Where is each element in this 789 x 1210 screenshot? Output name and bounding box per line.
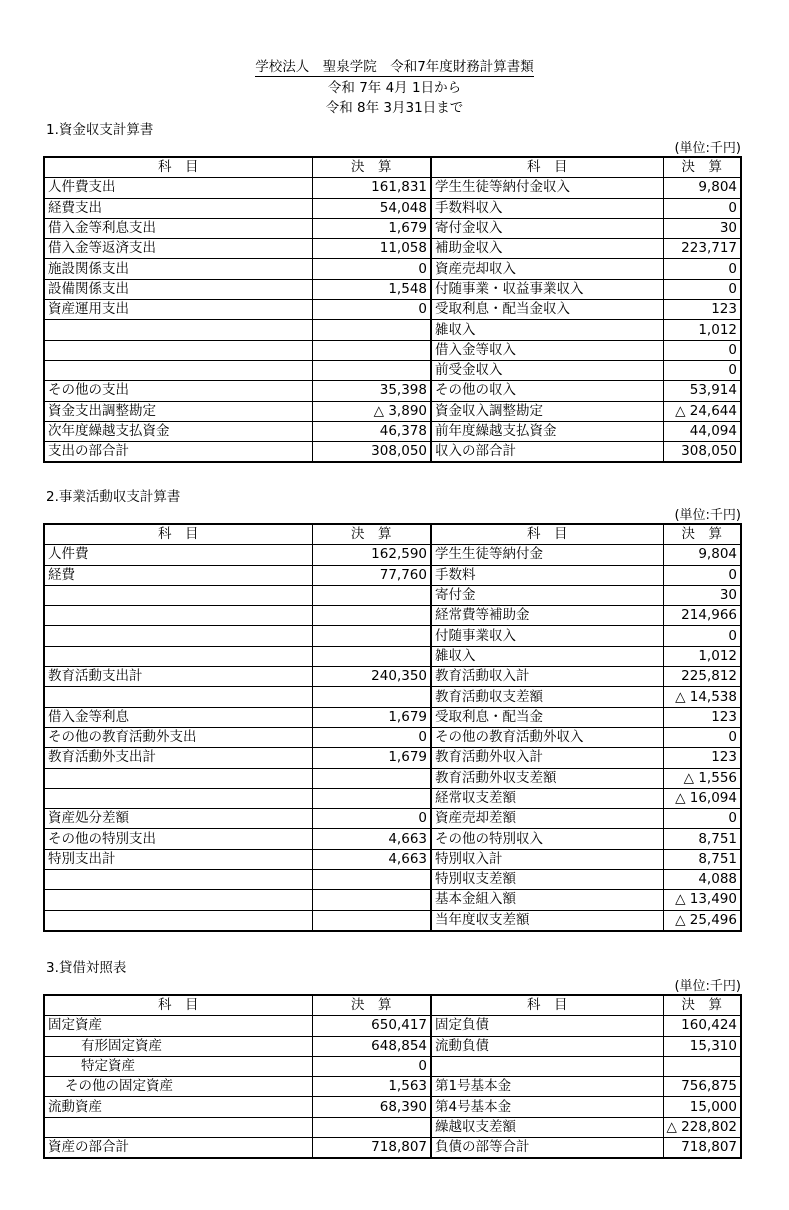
table-row: [44, 687, 741, 707]
item-cell: [431, 1056, 663, 1076]
item-cell: その他の支出: [44, 381, 312, 401]
item-cell: 負債の部等合計: [431, 1138, 663, 1159]
item-cell: 資金収入調整勘定: [431, 401, 663, 421]
table-row: [44, 626, 741, 646]
amount-cell: [312, 320, 431, 340]
table-row: [44, 606, 741, 626]
amount-cell: 1,012: [663, 320, 741, 340]
amount-cell: 1,679: [312, 707, 431, 727]
amount-cell: 54,048: [312, 198, 431, 218]
item-cell: 基本金組入額: [431, 890, 663, 910]
item-cell: 教育活動外収入計: [431, 748, 663, 768]
table-row: [44, 381, 741, 401]
table-row: [44, 442, 741, 463]
table-row: [44, 829, 741, 849]
amount-cell: [312, 360, 431, 380]
amount-cell: 161,831: [312, 178, 431, 198]
table-row: [44, 565, 741, 585]
amount-cell: [312, 626, 431, 646]
item-cell: 前年度繰越支払資金: [431, 421, 663, 441]
amount-cell: 11,058: [312, 239, 431, 259]
item-cell: 当年度収支差額: [431, 910, 663, 931]
amount-cell: 162,590: [312, 545, 431, 565]
item-cell: [44, 646, 312, 666]
amount-cell: [312, 606, 431, 626]
column-header: 決 算: [663, 157, 741, 178]
item-cell: 学生生徒等納付金: [431, 545, 663, 565]
unit-label: (単位:千円): [674, 141, 741, 156]
item-cell: 有形固定資産: [44, 1036, 312, 1056]
item-cell: 資金支出調整勘定: [44, 401, 312, 421]
amount-cell: [312, 768, 431, 788]
table-row: [44, 707, 741, 727]
amount-cell: 0: [663, 626, 741, 646]
table-row: [44, 849, 741, 869]
column-header: 科 目: [44, 995, 312, 1016]
table-header-row: [44, 524, 741, 545]
item-cell: 教育活動外収支差額: [431, 768, 663, 788]
amount-cell: 0: [663, 198, 741, 218]
amount-cell: [312, 1117, 431, 1137]
table-row: [44, 300, 741, 320]
item-cell: 経常費等補助金: [431, 606, 663, 626]
amount-cell: 44,094: [663, 421, 741, 441]
item-cell: 資産売却差額: [431, 809, 663, 829]
table-row: [44, 239, 741, 259]
item-cell: 受取利息・配当金: [431, 707, 663, 727]
item-cell: 経費支出: [44, 198, 312, 218]
item-cell: 次年度繰越支払資金: [44, 421, 312, 441]
amount-cell: 123: [663, 748, 741, 768]
item-cell: その他の教育活動外支出: [44, 727, 312, 747]
document-title: 学校法人 聖泉学院 令和7年度財務計算書類: [255, 59, 534, 75]
amount-cell: 1,563: [312, 1077, 431, 1097]
item-cell: 学生生徒等納付金収入: [431, 178, 663, 198]
item-cell: 人件費: [44, 545, 312, 565]
table-row: [44, 1056, 741, 1076]
item-cell: 特別支出計: [44, 849, 312, 869]
amount-cell: 35,398: [312, 381, 431, 401]
amount-cell: [312, 687, 431, 707]
table-row: [44, 585, 741, 605]
amount-cell: 308,050: [663, 442, 741, 463]
amount-cell: 4,088: [663, 870, 741, 890]
amount-cell: △ 16,094: [663, 788, 741, 808]
item-cell: その他の教育活動外収入: [431, 727, 663, 747]
table-header-row: [44, 995, 741, 1016]
amount-cell: 30: [663, 218, 741, 238]
amount-cell: 214,966: [663, 606, 741, 626]
item-cell: [44, 768, 312, 788]
table-row: [44, 890, 741, 910]
column-header: 決 算: [312, 157, 431, 178]
unit-label: (単位:千円): [674, 508, 741, 523]
amount-cell: 160,424: [663, 1016, 741, 1036]
amount-cell: 0: [663, 565, 741, 585]
item-cell: 資産処分差額: [44, 809, 312, 829]
item-cell: 付随事業収入: [431, 626, 663, 646]
column-header: 科 目: [44, 157, 312, 178]
activity-table: [43, 523, 742, 932]
item-cell: 借入金等利息: [44, 707, 312, 727]
cashflow-table: [43, 156, 742, 463]
column-header: 決 算: [312, 995, 431, 1016]
table-row: [44, 788, 741, 808]
column-header: 科 目: [44, 524, 312, 545]
item-cell: 借入金等収入: [431, 340, 663, 360]
amount-cell: △ 14,538: [663, 687, 741, 707]
item-cell: 手数料収入: [431, 198, 663, 218]
amount-cell: △ 24,644: [663, 401, 741, 421]
amount-cell: [663, 1056, 741, 1076]
item-cell: 人件費支出: [44, 178, 312, 198]
item-cell: 補助金収入: [431, 239, 663, 259]
item-cell: 経常収支差額: [431, 788, 663, 808]
item-cell: 資産の部合計: [44, 1138, 312, 1159]
item-cell: 流動負債: [431, 1036, 663, 1056]
amount-cell: 4,663: [312, 829, 431, 849]
amount-cell: 1,012: [663, 646, 741, 666]
amount-cell: [312, 585, 431, 605]
item-cell: [44, 320, 312, 340]
amount-cell: 223,717: [663, 239, 741, 259]
item-cell: [44, 890, 312, 910]
amount-cell: 718,807: [663, 1138, 741, 1159]
amount-cell: [312, 910, 431, 931]
item-cell: 第1号基本金: [431, 1077, 663, 1097]
amount-cell: 648,854: [312, 1036, 431, 1056]
unit-label: (単位:千円): [674, 979, 741, 994]
amount-cell: 0: [312, 809, 431, 829]
item-cell: 雑収入: [431, 646, 663, 666]
amount-cell: 756,875: [663, 1077, 741, 1097]
item-cell: [44, 1117, 312, 1137]
item-cell: 付随事業・収益事業収入: [431, 279, 663, 299]
item-cell: 借入金等利息支出: [44, 218, 312, 238]
amount-cell: [312, 870, 431, 890]
amount-cell: 0: [663, 259, 741, 279]
amount-cell: 77,760: [312, 565, 431, 585]
amount-cell: 225,812: [663, 667, 741, 687]
item-cell: [44, 870, 312, 890]
column-header: 科 目: [431, 524, 663, 545]
table-row: [44, 218, 741, 238]
item-cell: 繰越収支差額: [431, 1117, 663, 1137]
item-cell: [44, 360, 312, 380]
amount-cell: 0: [312, 727, 431, 747]
table-row: [44, 421, 741, 441]
item-cell: [44, 585, 312, 605]
table-row: [44, 667, 741, 687]
table-row: [44, 727, 741, 747]
amount-cell: 0: [312, 300, 431, 320]
item-cell: 支出の部合計: [44, 442, 312, 463]
table-row: [44, 259, 741, 279]
period-end: 令和 8年 3月31日まで: [325, 100, 464, 116]
table-row: [44, 646, 741, 666]
item-cell: 教育活動収支差額: [431, 687, 663, 707]
item-cell: 受取利息・配当金収入: [431, 300, 663, 320]
amount-cell: [312, 340, 431, 360]
amount-cell: 4,663: [312, 849, 431, 869]
amount-cell: △ 25,496: [663, 910, 741, 931]
amount-cell: 123: [663, 707, 741, 727]
column-header: 科 目: [431, 157, 663, 178]
amount-cell: 15,310: [663, 1036, 741, 1056]
item-cell: [44, 788, 312, 808]
item-cell: 流動資産: [44, 1097, 312, 1117]
item-cell: 寄付金収入: [431, 218, 663, 238]
amount-cell: 0: [663, 279, 741, 299]
item-cell: 特別収支差額: [431, 870, 663, 890]
table-row: [44, 340, 741, 360]
item-cell: 前受金収入: [431, 360, 663, 380]
amount-cell: 9,804: [663, 545, 741, 565]
table-row: [44, 1077, 741, 1097]
table-row: [44, 768, 741, 788]
amount-cell: 1,679: [312, 748, 431, 768]
table-row: [44, 320, 741, 340]
amount-cell: [312, 788, 431, 808]
item-cell: その他の特別収入: [431, 829, 663, 849]
item-cell: 収入の部合計: [431, 442, 663, 463]
amount-cell: 46,378: [312, 421, 431, 441]
table-header-row: [44, 157, 741, 178]
balance-sheet-table: [43, 994, 742, 1159]
item-cell: その他の固定資産: [44, 1077, 312, 1097]
column-header: 決 算: [663, 524, 741, 545]
item-cell: 資産運用支出: [44, 300, 312, 320]
amount-cell: 8,751: [663, 829, 741, 849]
item-cell: 借入金等返済支出: [44, 239, 312, 259]
amount-cell: 308,050: [312, 442, 431, 463]
item-cell: [44, 687, 312, 707]
section-title-cashflow: 1.資金収支計算書: [46, 122, 154, 138]
item-cell: 経費: [44, 565, 312, 585]
table-row: [44, 1138, 741, 1159]
column-header: 科 目: [431, 995, 663, 1016]
table-row: [44, 1117, 741, 1137]
table-row: [44, 360, 741, 380]
amount-cell: 30: [663, 585, 741, 605]
item-cell: 教育活動支出計: [44, 667, 312, 687]
item-cell: 手数料: [431, 565, 663, 585]
table-row: [44, 178, 741, 198]
table-row: [44, 809, 741, 829]
table-row: [44, 279, 741, 299]
amount-cell: 9,804: [663, 178, 741, 198]
item-cell: [44, 910, 312, 931]
amount-cell: 650,417: [312, 1016, 431, 1036]
table-row: [44, 198, 741, 218]
item-cell: その他の特別支出: [44, 829, 312, 849]
item-cell: 固定資産: [44, 1016, 312, 1036]
item-cell: その他の収入: [431, 381, 663, 401]
amount-cell: 53,914: [663, 381, 741, 401]
item-cell: 寄付金: [431, 585, 663, 605]
amount-cell: 15,000: [663, 1097, 741, 1117]
amount-cell: [312, 646, 431, 666]
item-cell: 設備関係支出: [44, 279, 312, 299]
item-cell: [44, 606, 312, 626]
column-header: 決 算: [663, 995, 741, 1016]
amount-cell: 0: [312, 259, 431, 279]
amount-cell: 8,751: [663, 849, 741, 869]
item-cell: 固定負債: [431, 1016, 663, 1036]
table-row: [44, 1036, 741, 1056]
section-title-activity: 2.事業活動収支計算書: [46, 489, 181, 505]
item-cell: 教育活動外支出計: [44, 748, 312, 768]
amount-cell: △ 228,802: [663, 1117, 741, 1137]
table-row: [44, 1016, 741, 1036]
amount-cell: 68,390: [312, 1097, 431, 1117]
column-header: 決 算: [312, 524, 431, 545]
item-cell: 施設関係支出: [44, 259, 312, 279]
amount-cell: [312, 890, 431, 910]
item-cell: 第4号基本金: [431, 1097, 663, 1117]
amount-cell: 0: [663, 360, 741, 380]
table-row: [44, 748, 741, 768]
item-cell: 特定資産: [44, 1056, 312, 1076]
period-start: 令和 7年 4月 1日から: [327, 80, 462, 96]
item-cell: 教育活動収入計: [431, 667, 663, 687]
amount-cell: △ 3,890: [312, 401, 431, 421]
amount-cell: 0: [312, 1056, 431, 1076]
table-row: [44, 870, 741, 890]
amount-cell: 123: [663, 300, 741, 320]
item-cell: 雑収入: [431, 320, 663, 340]
table-row: [44, 545, 741, 565]
amount-cell: 0: [663, 727, 741, 747]
amount-cell: 718,807: [312, 1138, 431, 1159]
amount-cell: 240,350: [312, 667, 431, 687]
table-row: [44, 1097, 741, 1117]
amount-cell: 0: [663, 340, 741, 360]
amount-cell: 0: [663, 809, 741, 829]
item-cell: 資産売却収入: [431, 259, 663, 279]
amount-cell: △ 13,490: [663, 890, 741, 910]
table-row: [44, 910, 741, 931]
item-cell: [44, 340, 312, 360]
table-row: [44, 401, 741, 421]
item-cell: 特別収入計: [431, 849, 663, 869]
amount-cell: 1,679: [312, 218, 431, 238]
section-title-balance: 3.貸借対照表: [46, 960, 127, 976]
amount-cell: 1,548: [312, 279, 431, 299]
amount-cell: △ 1,556: [663, 768, 741, 788]
item-cell: [44, 626, 312, 646]
